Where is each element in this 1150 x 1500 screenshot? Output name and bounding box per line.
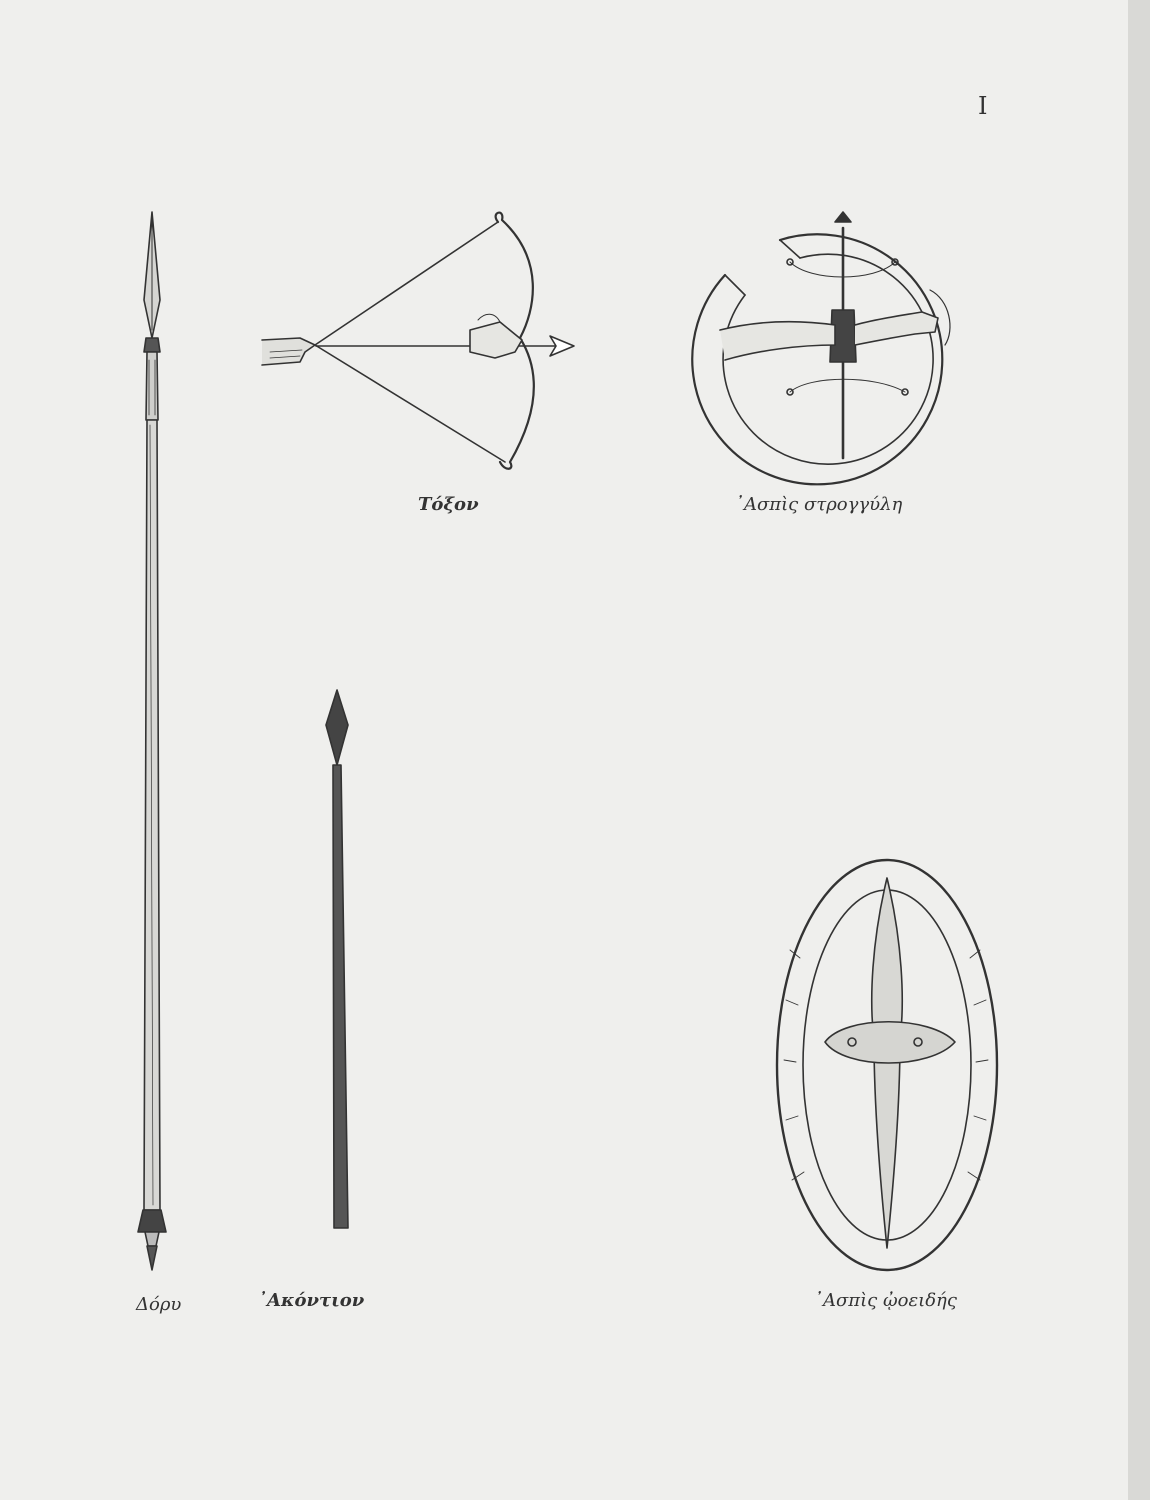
round-shield-caption: ᾿Ασπὶς στρογγύλη (735, 494, 903, 515)
javelin-illustration (326, 690, 348, 1228)
javelin-caption: ᾿Ακόντιον (258, 1290, 365, 1311)
page-edge (1128, 0, 1150, 1500)
plate-number: I (978, 92, 988, 120)
spear-illustration (138, 212, 166, 1270)
bow-caption: Τόξον (418, 494, 479, 515)
oval-shield-illustration (777, 860, 997, 1270)
round-shield-illustration (692, 212, 950, 484)
bow-illustration (262, 213, 574, 469)
oval-shield-caption: ᾿Ασπὶς ᾠοειδής (814, 1290, 957, 1311)
spear-caption: Δόρυ (136, 1294, 182, 1315)
